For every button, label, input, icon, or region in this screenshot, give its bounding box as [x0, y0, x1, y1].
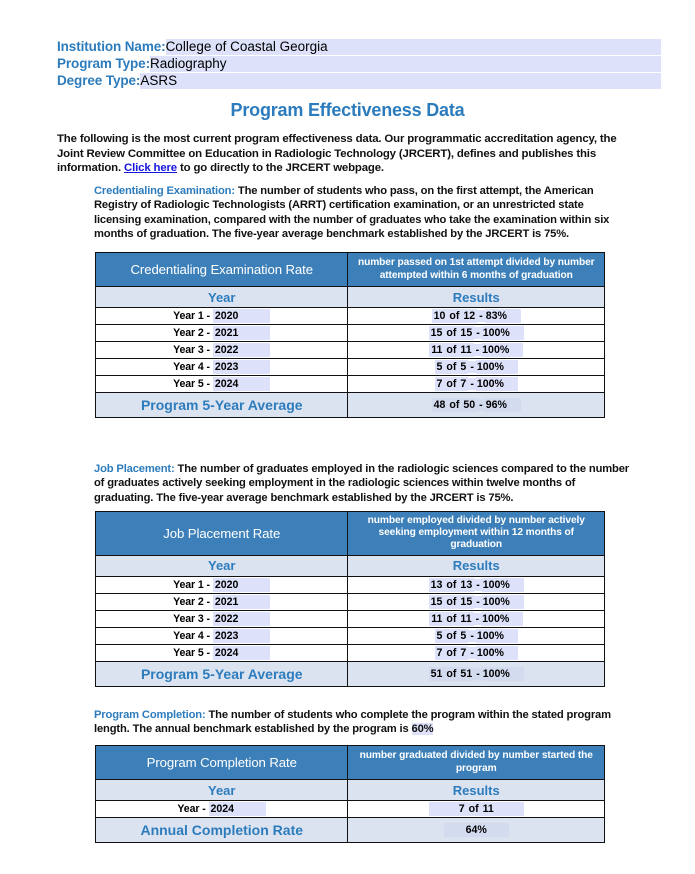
result-denominator: 11 — [460, 344, 472, 356]
year-value: 2021 — [213, 595, 271, 609]
table-row — [96, 359, 605, 376]
job-placement-rate-formula: number employed divided by number actively seeking employment within 12 months of graduation — [348, 512, 605, 556]
table-header-row — [96, 253, 605, 287]
institution-name-label: Institution Name: — [57, 39, 166, 54]
annual-completion-rate-result — [348, 818, 605, 843]
institution-identification-block — [57, 39, 661, 90]
degree-type-row — [57, 73, 661, 89]
table-row — [96, 593, 605, 610]
summary-percent: 64% — [444, 823, 509, 837]
credentialing-examination-description — [94, 184, 629, 242]
result-cell — [348, 644, 605, 661]
year-value: 2024 — [213, 377, 271, 391]
table-summary-row — [96, 393, 605, 418]
job-placement-description — [94, 462, 629, 505]
summary-numerator: 51 — [430, 667, 443, 680]
result-dash: - — [476, 595, 480, 608]
year-label: Year 5 - — [173, 646, 213, 659]
program-completion-col-results: Results — [348, 780, 605, 801]
table-row — [96, 342, 605, 359]
table-row — [96, 325, 605, 342]
page-title: Program Effectiveness Data — [230, 100, 465, 120]
year-cell — [96, 627, 348, 644]
program-type-row — [57, 56, 661, 72]
program-completion-rate-formula: number graduated divided by number started the program — [348, 746, 605, 780]
result-of: of — [446, 646, 457, 659]
result-cell — [348, 376, 605, 393]
result-dash: - — [479, 310, 483, 322]
intro-paragraph — [57, 132, 637, 176]
job-placement-col-results: Results — [348, 555, 605, 576]
result-dash: - — [475, 612, 480, 625]
table-header-row — [96, 512, 605, 556]
table-header-row — [96, 746, 605, 780]
result-denominator: 5 — [460, 361, 467, 373]
job-placement-col-year: Year — [96, 555, 348, 576]
result-cell — [348, 308, 605, 325]
result-percent: 100% — [476, 646, 518, 660]
program-completion-heading: Program Completion: — [94, 709, 206, 721]
result-of: of — [446, 595, 457, 608]
program-completion-table — [95, 745, 605, 843]
result-of: of — [446, 344, 457, 356]
result-percent: 100% — [482, 595, 524, 609]
result-dash: - — [470, 646, 474, 659]
program-completion-col-year: Year — [96, 780, 348, 801]
result-numerator: 5 — [436, 629, 443, 642]
result-percent: 100% — [481, 343, 523, 357]
program-type-label: Program Type: — [57, 56, 150, 71]
result-denominator: 12 — [463, 310, 476, 322]
year-cell — [96, 576, 348, 593]
result-of: of — [446, 629, 457, 642]
result-percent: 100% — [482, 326, 524, 340]
result-dash: - — [476, 578, 480, 591]
result-of: of — [446, 378, 457, 390]
result-of: of — [446, 612, 457, 625]
result-cell — [348, 801, 605, 818]
year-label: Year - — [177, 803, 209, 815]
result-of: of — [446, 361, 457, 373]
year-cell — [96, 359, 348, 376]
result-of: of — [468, 803, 479, 815]
year-label: Year 4 - — [173, 629, 213, 642]
result-numerator: 13 — [430, 578, 443, 591]
degree-type-label: Degree Type: — [57, 73, 141, 88]
summary-dash: - — [476, 667, 480, 680]
table-subheader-row — [96, 287, 605, 308]
summary-of: of — [446, 667, 457, 680]
year-value: 2024 — [209, 802, 267, 816]
table-subheader-row — [96, 780, 605, 801]
job-placement-average-result — [348, 661, 605, 686]
program-completion-text: The number of students who complete the program within the stated program length. The annual benchmark established by the program is — [94, 709, 611, 736]
year-label: Year 4 - — [173, 361, 213, 373]
summary-denominator: 50 — [463, 399, 476, 411]
job-placement-rate-title: Job Placement Rate — [96, 512, 348, 556]
result-cell — [348, 610, 605, 627]
year-label: Year 2 - — [173, 595, 213, 608]
table-row — [96, 610, 605, 627]
credentialing-examination-text: The number of students who pass, on the first attempt, the American Registry of Radiologic Technologists (ARRT) certification examination, or an unrestricted state licensing examination, compared with the number of graduates who take the examination within six months of graduation. The five-year average benchmark established by the JRCERT is 75%. — [94, 185, 610, 241]
result-denominator: 5 — [460, 629, 467, 642]
result-numerator: 15 — [430, 327, 443, 339]
result-dash: - — [470, 629, 474, 642]
credentialing-col-year: Year — [96, 287, 348, 308]
program-type-value: Radiography — [150, 56, 661, 72]
year-value: 2023 — [213, 629, 271, 643]
result-denominator: 15 — [460, 595, 473, 608]
table-row — [96, 644, 605, 661]
year-label: Year 5 - — [173, 378, 213, 390]
result-dash: - — [476, 327, 480, 339]
result-percent: 100% — [476, 360, 518, 374]
summary-numerator: 48 — [433, 399, 446, 411]
table-summary-row — [96, 661, 605, 686]
result-numerator: 7 — [429, 802, 467, 816]
credentialing-rate-title: Credentialing Examination Rate — [96, 253, 348, 287]
year-cell — [96, 644, 348, 661]
table-row — [96, 376, 605, 393]
result-numerator: 7 — [436, 646, 443, 659]
credentialing-examination-table — [95, 252, 605, 418]
result-numerator: 7 — [436, 378, 443, 390]
credentialing-col-results: Results — [348, 287, 605, 308]
year-value: 2022 — [213, 343, 271, 357]
result-percent: 100% — [476, 629, 518, 643]
credentialing-average-result — [348, 393, 605, 418]
summary-percent: 100% — [482, 667, 524, 681]
table-row — [96, 308, 605, 325]
result-numerator: 11 — [431, 344, 443, 356]
result-cell — [348, 325, 605, 342]
year-label: Year 3 - — [173, 612, 213, 625]
credentialing-rate-formula: number passed on 1st attempt divided by number attempted within 6 months of graduation — [348, 253, 605, 287]
year-value: 2023 — [213, 360, 271, 374]
year-cell — [96, 325, 348, 342]
jrcert-link[interactable]: Click here — [124, 162, 177, 175]
result-percent: 83% — [485, 309, 521, 323]
year-cell — [96, 801, 348, 818]
year-label: Year 2 - — [173, 327, 213, 339]
result-denominator: 15 — [460, 327, 473, 339]
intro-text-part2: to go directly to the JRCERT webpage. — [176, 162, 384, 175]
result-numerator: 5 — [436, 361, 443, 373]
result-cell — [348, 593, 605, 610]
program-completion-benchmark: 60% — [411, 723, 434, 736]
summary-dash: - — [479, 399, 483, 411]
year-label: Year 1 - — [173, 578, 213, 591]
result-denominator: 11 — [481, 802, 524, 816]
year-cell — [96, 610, 348, 627]
result-denominator: 7 — [460, 646, 467, 659]
table-summary-row — [96, 818, 605, 843]
credentialing-examination-heading: Credentialing Examination: — [94, 185, 235, 197]
result-of: of — [446, 578, 457, 591]
result-numerator: 15 — [430, 595, 443, 608]
summary-percent: 96% — [485, 398, 521, 412]
credentialing-average-label: Program 5-Year Average — [96, 393, 348, 418]
result-percent: 100% — [481, 612, 523, 626]
program-completion-rate-title: Program Completion Rate — [96, 746, 348, 780]
year-value: 2022 — [213, 612, 271, 626]
table-subheader-row — [96, 555, 605, 576]
year-label: Year 1 - — [173, 310, 213, 322]
intro-text-part1: The following is the most current program effectiveness data. Our programmatic accreditation agency, the Joint Review Committee on Education in Radiologic Technology (JRCERT), defines and publishes this information. — [57, 133, 617, 175]
result-of: of — [449, 310, 460, 322]
year-cell — [96, 593, 348, 610]
year-value: 2021 — [213, 326, 271, 340]
year-label: Year 3 - — [173, 344, 213, 356]
result-of: of — [446, 327, 457, 339]
institution-name-value: College of Coastal Georgia — [166, 39, 661, 55]
table-row — [96, 627, 605, 644]
result-percent: 100% — [476, 377, 518, 391]
result-dash: - — [475, 344, 480, 356]
year-cell — [96, 342, 348, 359]
result-cell — [348, 576, 605, 593]
program-completion-description — [94, 708, 629, 737]
institution-name-row — [57, 39, 661, 55]
year-cell — [96, 308, 348, 325]
year-value: 2020 — [213, 578, 271, 592]
result-denominator: 7 — [460, 378, 467, 390]
result-dash: - — [470, 361, 474, 373]
degree-type-value: ASRS — [140, 73, 661, 89]
year-value: 2020 — [213, 309, 271, 323]
result-cell — [348, 342, 605, 359]
annual-completion-rate-label: Annual Completion Rate — [96, 818, 348, 843]
table-row — [96, 576, 605, 593]
year-value: 2024 — [213, 646, 271, 660]
result-denominator: 11 — [460, 612, 472, 625]
summary-denominator: 51 — [460, 667, 473, 680]
result-numerator: 10 — [433, 310, 446, 322]
job-placement-text: The number of graduates employed in the radiologic sciences compared to the number of graduates actively seeking employment in the radiologic sciences within twelve months of graduating. The five-year average benchmark established by the JRCERT is 75%. — [94, 463, 630, 504]
result-percent: 100% — [482, 578, 524, 592]
result-cell — [348, 359, 605, 376]
result-denominator: 13 — [460, 578, 473, 591]
job-placement-heading: Job Placement: — [94, 463, 175, 475]
result-numerator: 11 — [431, 612, 443, 625]
job-placement-average-label: Program 5-Year Average — [96, 661, 348, 686]
table-row — [96, 801, 605, 818]
result-cell — [348, 627, 605, 644]
summary-of: of — [449, 399, 460, 411]
result-dash: - — [470, 378, 474, 390]
year-cell — [96, 376, 348, 393]
job-placement-table — [95, 511, 605, 687]
